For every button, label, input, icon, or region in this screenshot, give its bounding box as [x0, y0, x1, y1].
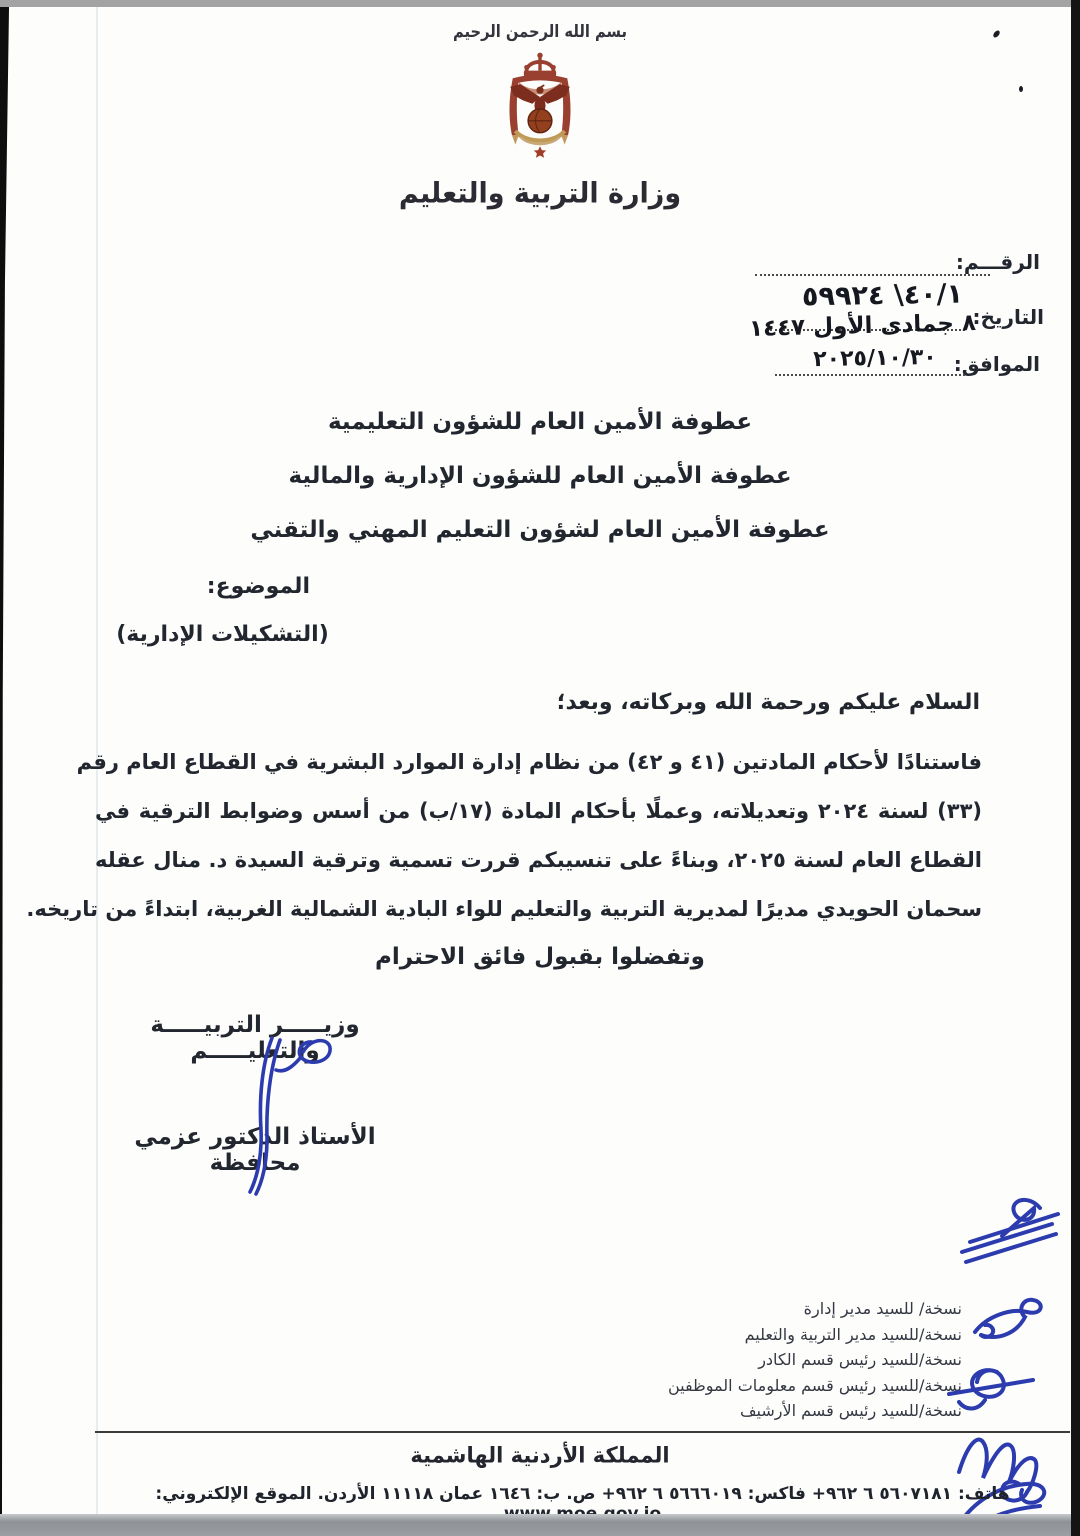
handwritten-initials-icon	[940, 1192, 1070, 1274]
ministry-calligraphy: وزارة التربية والتعليم	[398, 177, 682, 210]
ref-date-value: ٨ جمادى الأول ١٤٤٧	[748, 310, 977, 342]
cc-item: نسخة/ للسيد مدير إدارة	[803, 1299, 962, 1318]
body-line: سحمان الحويدي مديرًا لمديرية التربية والتعليم للواء البادية الشمالية الغربية، ابتداءً من تاريخه.	[26, 897, 982, 921]
subject-value: (التشكيلات الإدارية)	[116, 622, 329, 647]
footer-divider	[95, 1431, 1070, 1433]
ref-date-label: التاريخ:	[972, 305, 1044, 329]
cc-item: نسخة/للسيد رئيس قسم معلومات الموظفين	[667, 1375, 962, 1395]
ref-match-label: الموافق:	[953, 352, 1040, 376]
cc-item: نسخة/للسيد رئيس قسم الأرشيف	[739, 1401, 962, 1420]
ink-speck	[992, 29, 1001, 38]
cc-list	[668, 1296, 962, 1424]
scan-right-edge	[1071, 0, 1080, 1536]
body-line: (٣٣) لسنة ٢٠٢٤ وتعديلاته، وعملًا بأحكام المادة (١٧/ب) من أسس وضوابط الترقية في	[95, 799, 983, 823]
handwritten-initials-icon	[955, 1290, 1065, 1362]
scan-left-edge	[0, 7, 11, 1536]
jordan-coat-of-arms-icon	[475, 46, 605, 182]
addressee-line: عطوفة الأمين العام لشؤون التعليم المهني والتقني	[250, 517, 830, 543]
cc-item: نسخة/للسيد رئيس قسم الكادر	[758, 1350, 962, 1369]
ref-number-value: ٥٩٩٢٤ \٤٠/١	[801, 278, 964, 313]
cc-item: نسخة/للسيد مدير التربية والتعليم	[744, 1324, 962, 1344]
kingdom-calligraphy: المملكة الأردنية الهاشمية	[410, 1442, 670, 1468]
ref-number-label: الرقـــم:	[955, 250, 1040, 274]
minister-name: الأستاذ الدكتور عزمي محافظة	[134, 1124, 376, 1176]
addressee-line: عطوفة الأمين العام للشؤون التعليمية	[327, 409, 753, 435]
closing-line: وتفضلوا بقبول فائق الاحترام	[375, 944, 705, 970]
scan-bottom-edge	[0, 1514, 1080, 1536]
ref-match-value: ٢٠٢٥/١٠/٣٠	[813, 344, 937, 373]
ref-number-dotted-line	[755, 274, 990, 276]
ink-speck	[1019, 86, 1023, 92]
addressee-line: عطوفة الأمين العام للشؤون الإدارية والمالية	[288, 463, 792, 489]
minister-title: وزيـــــر التربيـــــة والتعليـــــم	[150, 1012, 360, 1064]
salutation: السلام عليكم ورحمة الله وبركاته، وبعد؛	[556, 690, 980, 715]
body-line: القطاع العام لسنة ٢٠٢٥، وبناءً على تنسيبكم قررت تسمية وترقية السيدة د. منال عقله	[95, 848, 982, 872]
scan-top-edge	[0, 0, 1080, 7]
bismillah-calligraphy: بسم الله الرحمن الرحيم	[452, 22, 628, 42]
subject-label: الموضوع:	[206, 574, 310, 599]
addressee-block	[0, 402, 1080, 564]
body-line: فاستنادًا لأحكام المادتين (٤١ و ٤٢) من نظام إدارة الموارد البشرية في القطاع العام رقم	[76, 750, 982, 774]
footer-contact-text: هاتف: ٥٦٠٧١٨١ ٦ ٩٦٢+ فاكس: ٥٦٦٦٠١٩ ٦ ٩٦٢+ ص. ب: ١٦٤٦ عمان ١١١١٨ الأردن. الموقع الإلكتروني:	[155, 1484, 1010, 1504]
ref-match-dotted-line	[775, 374, 965, 376]
letter-body	[26, 738, 983, 934]
